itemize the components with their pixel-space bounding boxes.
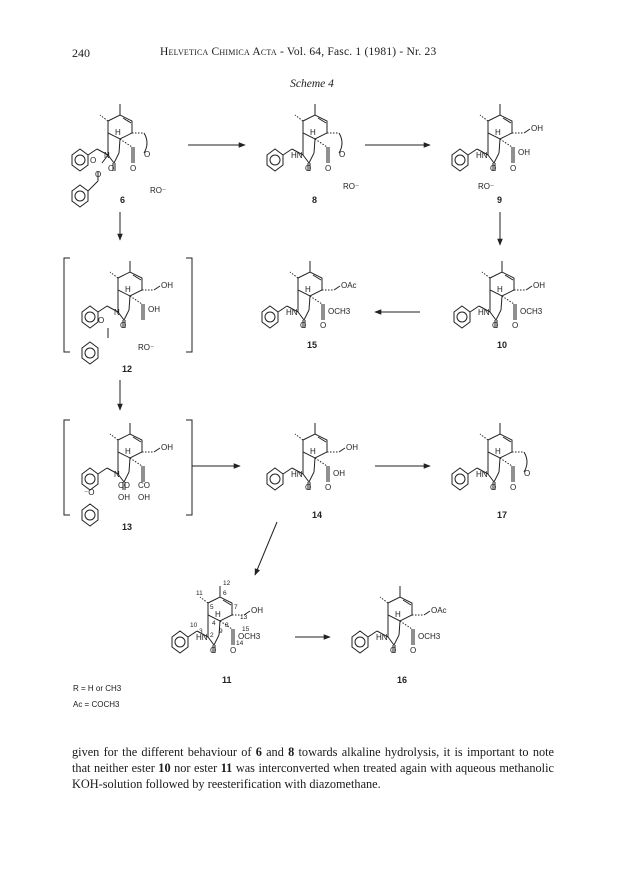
label-o: O <box>305 164 312 173</box>
compound-label-16: 16 <box>397 675 408 685</box>
compound-label-13: 13 <box>122 522 133 532</box>
compound-17-structure <box>452 423 530 492</box>
label-o: O <box>210 646 217 655</box>
label-o: O <box>144 150 151 159</box>
body-paragraph: given for the different behaviour of 6 and 8 towards alkaline hydrolysis, it is important to note that neither ester 10 nor ester 11 was interconverted when treated again with aqueous methanolic KOH-solution followed by reesterification with diazomethane. <box>72 745 554 791</box>
label-h: H <box>125 447 131 456</box>
compound-10-structure <box>454 261 545 330</box>
label-o-anion: ⁻O <box>84 488 95 497</box>
label-oh: OH <box>161 443 173 452</box>
compound-ref-8: 8 <box>288 745 295 759</box>
label-h: H <box>310 128 316 137</box>
label-hn: HN <box>376 633 388 642</box>
compound-label-8: 8 <box>312 195 318 205</box>
atom-number: 4 <box>212 620 216 627</box>
compound-ref-10: 10 <box>158 760 171 775</box>
label-o: O <box>490 483 497 492</box>
label-ro-anion: RO⁻ <box>478 182 495 191</box>
compound-label-12: 12 <box>122 364 133 374</box>
atom-number: 5 <box>210 604 214 611</box>
label-co: CO <box>138 481 150 490</box>
compound-label-11: 11 <box>222 675 232 685</box>
compound-ref-11: 11 <box>220 760 233 775</box>
compound-label-9: 9 <box>497 195 503 205</box>
label-o: O <box>120 321 127 330</box>
atom-number: 7 <box>234 604 238 611</box>
label-o: O <box>325 164 332 173</box>
atom-number: 8 <box>225 622 229 629</box>
atom-number: 11 <box>196 590 203 597</box>
label-o: O <box>95 170 102 179</box>
atom-number: 13 <box>240 614 248 621</box>
atom-number: 3 <box>199 628 203 635</box>
label-oh: OH <box>118 493 130 502</box>
label-o: O <box>492 321 499 330</box>
label-och3: OCH3 <box>328 307 351 316</box>
label-h: H <box>495 128 501 137</box>
label-oh: OH <box>533 281 545 290</box>
compound-label-17: 17 <box>497 510 508 520</box>
label-oh: OH <box>333 469 345 478</box>
label-och3: OCH3 <box>418 632 441 641</box>
compound-ref-6: 6 <box>255 745 262 759</box>
scheme-title: Scheme 4 <box>290 78 334 90</box>
compound-9-structure <box>452 104 543 191</box>
bracket-12 <box>64 258 192 352</box>
label-o: O <box>339 150 346 159</box>
label-n: N <box>114 308 120 317</box>
label-ro-anion: RO⁻ <box>343 182 360 191</box>
label-hn: HN <box>196 633 208 642</box>
label-o: O <box>510 164 517 173</box>
label-o: O <box>390 646 397 655</box>
label-o: O <box>490 164 497 173</box>
label-o: O <box>98 316 105 325</box>
label-h: H <box>125 285 131 294</box>
label-hn: HN <box>286 308 298 317</box>
compound-label-15: 15 <box>307 340 318 350</box>
label-n: N <box>104 151 110 160</box>
compound-16-structure <box>352 586 447 655</box>
label-o: O <box>108 164 115 173</box>
atom-number: 15 <box>242 626 250 633</box>
atom-number: 6 <box>223 590 227 597</box>
label-o: O <box>325 483 332 492</box>
compound-15-structure <box>262 261 357 330</box>
label-oh: OH <box>148 305 160 314</box>
label-oac: OAc <box>431 606 447 615</box>
compound-label-14: 14 <box>312 510 323 520</box>
arrow-14-to-11 <box>255 522 277 575</box>
label-co: CO <box>118 481 130 490</box>
label-o: O <box>305 483 312 492</box>
atom-number: 10 <box>190 622 198 629</box>
label-oh: OH <box>251 606 263 615</box>
compound-11-structure <box>172 580 263 655</box>
label-o: O <box>320 321 327 330</box>
label-h: H <box>495 447 501 456</box>
label-hn: HN <box>476 470 488 479</box>
footnote-ac-definition: Ac = COCH3 <box>73 700 120 709</box>
atom-number: 9 <box>219 628 223 635</box>
label-oh: OH <box>138 493 150 502</box>
label-oac: OAc <box>341 281 357 290</box>
label-ro-anion: RO⁻ <box>138 343 155 352</box>
footnote-r-definition: R = H or CH3 <box>73 684 122 693</box>
label-n: N <box>114 470 120 479</box>
label-hn: HN <box>291 470 303 479</box>
label-hn: HN <box>476 151 488 160</box>
compound-12-structure <box>82 261 173 364</box>
label-oh: OH <box>346 443 358 452</box>
label-h: H <box>395 610 401 619</box>
label-oh: OH <box>518 148 530 157</box>
compound-14-structure <box>267 423 358 492</box>
compound-label-10: 10 <box>497 340 508 350</box>
label-ro-anion: RO⁻ <box>150 186 167 195</box>
label-oh: OH <box>161 281 173 290</box>
label-h: H <box>310 447 316 456</box>
label-h: H <box>115 128 121 137</box>
atom-number: 12 <box>223 580 231 587</box>
label-och3: OCH3 <box>520 307 543 316</box>
atom-number: 14 <box>236 640 244 647</box>
label-o: O <box>512 321 519 330</box>
label-o: O <box>300 321 307 330</box>
compound-8-structure <box>267 104 359 191</box>
page-number: 240 <box>72 46 90 60</box>
label-o: O <box>230 646 237 655</box>
label-o: O <box>90 156 97 165</box>
compound-label-6: 6 <box>120 195 126 205</box>
compound-13-structure <box>82 423 173 526</box>
label-o: O <box>510 483 517 492</box>
volume-info: - Vol. 64, Fasc. 1 (1981) - Nr. 23 <box>279 46 437 58</box>
label-hn: HN <box>478 308 490 317</box>
label-h: H <box>215 610 221 619</box>
atom-number: 2 <box>210 632 214 639</box>
label-h: H <box>305 285 311 294</box>
label-och3: OCH3 <box>238 632 261 641</box>
label-hn: HN <box>291 151 303 160</box>
compound-6-structure <box>72 104 166 207</box>
label-o: O <box>130 164 137 173</box>
journal-name: Helvetica Chimica Acta <box>160 46 277 58</box>
label-o: O <box>410 646 417 655</box>
label-h: H <box>497 285 503 294</box>
label-oh: OH <box>531 124 543 133</box>
label-o: O <box>524 469 531 478</box>
